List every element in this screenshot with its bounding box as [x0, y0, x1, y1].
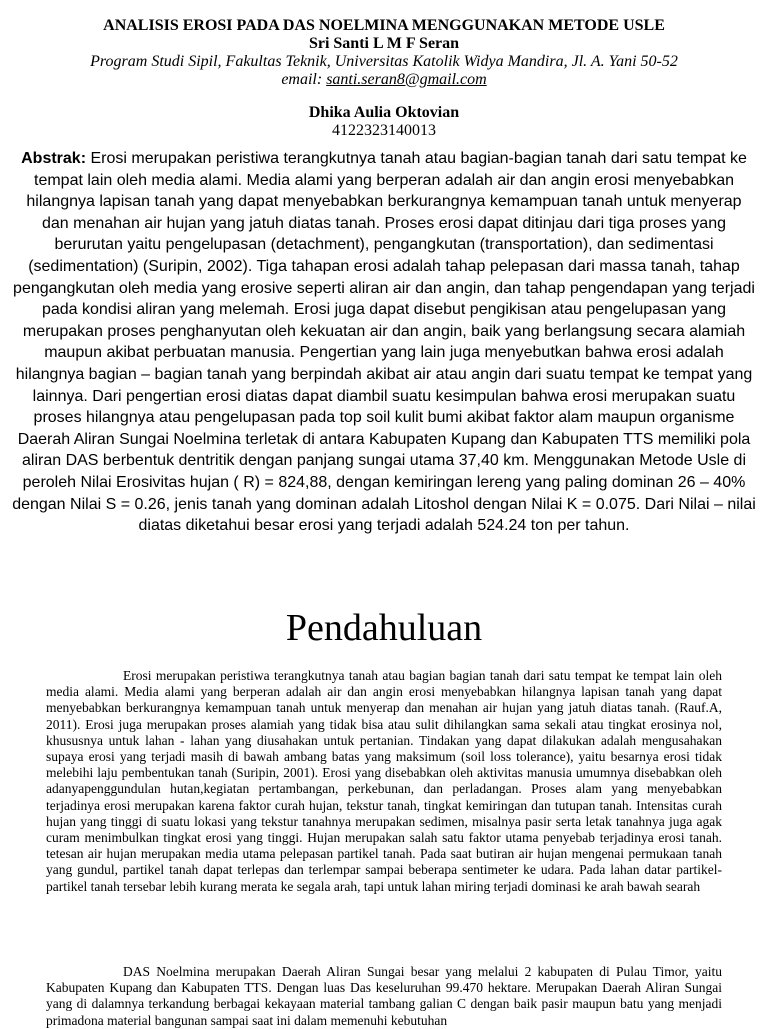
abstract-label: Abstrak:	[21, 150, 87, 167]
author-affiliation: Program Studi Sipil, Fakultas Teknik, Universitas Katolik Widya Mandira, Jl. A. Yani 50-52	[90, 53, 678, 70]
section-heading: Pendahuluan	[285, 607, 483, 649]
abstract-text: Erosi merupakan peristiwa terangkutnya tanah atau bagian-bagian tanah dari satu tempat ke tempat lain oleh media alami. Media alami yang berperan adalah air dan angin erosi menyebabkan hilangnya lapisan tanah yang dapat menyebabkan berkurangnya kemampuan tanah untuk menyerap dan menahan air hujan yang jatuh diatas tanah. Proses erosi dapat ditinjau dari tiga proses yang berurutan yaitu pengelupasan (detachment), pengangkutan (transportation), dan sedimentasi (sedimentation) (Suripin, 2002). Tiga tahapan erosi adalah tahap pelepasan dari massa tanah, tahap pengangkutan oleh media yang erosive seperti aliran air dan angin, dan tahap pengendapan yang terjadi pada kondisi aliran yang melemah. Erosi juga dapat disebut pengikisan atau pengelupasan yang merupakan proses penghanyutan oleh kekuatan air dan angin, baik yang berlangsung secara alamiah maupun akibat perbuatan manusia. Pengertian yang lain juga menyebutkan bahwa erosi adalah hilangnya bagian – bagian tanah yang berpindah akibat air atau angin dari suatu tempat ke tempat yang lainnya. Dari pengertian erosi diatas dapat diambil suatu kesimpulan bahwa erosi merupakan suatu proses hilangnya atau pengelupasan pada top soil kulit bumi akibat faktor alam maupun organisme Daerah Aliran Sungai Noelmina terletak di antara Kabupaten Kupang dan Kabupaten TTS memiliki pola aliran DAS berbentuk dentritik dengan panjang sungai utama 37,40 km. Menggunakan Metode Usle di peroleh Nilai Erosivitas hujan ( R) = 824,88, dengan kemiringan lereng yang paling dominan 26 – 40% dengan Nilai S = 0.26, jenis tanah yang dominan adalah Litoshol dengan Nilai K = 0.075. Dari Nilai – nilai diatas diketahui besar erosi yang terjadi adalah 524.24 ton per tahun.	[12, 150, 756, 535]
author-email-line	[0, 71, 768, 89]
student-info	[0, 104, 768, 140]
abstract	[12, 148, 756, 537]
email-label: email:	[281, 71, 327, 88]
body-paragraph-1: Erosi merupakan peristiwa terangkutnya tanah atau bagian bagian tanah dari satu tempat ke tempat lain oleh media alami. Media alami yang berperan adalah air dan angin erosi menyebabkan hilangnya lapisan tanah yang dapat menyebabkan berkurangnya kemampuan tanah untuk menyerap dan menahan air hujan yang jatuh diatas tanah. (Rauf.A, 2011). Erosi juga merupakan proses alamiah yang tidak bisa atau sulit dihilangkan sama sekali atau tingkat erosinya nol, khususnya untuk lahan - lahan yang diusahakan untuk pertanian. Tindakan yang dapat dilakukan adalah mengusahakan supaya erosi yang terjadi masih di bawah ambang batas yang maksimum (soil loss tolerance), yaitu besarnya erosi tidak melebihi laju pembentukan tanah (Suripin, 2001). Erosi yang disebabkan oleh aktivitas manusia umumnya disebabkan oleh adanyapenggundulan hutan,kegiatan pertambangan, perkebunan, dan perladangan. Proses alam yang menyebabkan terjadinya erosi merupakan karena faktor curah hujan, tekstur tanah, tingkat kemiringan dan tutupan tanah. Intensitas curah hujan yang tinggi di suatu lokasi yang tekstur tanahnya merupakan sedimen, misalnya pasir serta letak tanahnya juga agak curam menimbulkan tingkat erosi yang tinggi. Hujan merupakan salah satu faktor utama penyebab terjadinya erosi tanah. tetesan air hujan merupakan media utama pelepasan partikel tanah. Pada saat butiran air hujan mengenai permukaan tanah yang gundul, partikel tanah dapat terlepas dan terlempar sampai beberapa sentimeter ke udara. Pada lahan datar partikel- partikel tanah tersebar lebih kurang merata ke segala arah, tapi untuk lahan miring terjadi dominasi ke arah bawah searah	[46, 668, 722, 894]
student-name: Dhika Aulia Oktovian	[308, 104, 460, 121]
email-link[interactable]: santi.seran8@gmail.com	[326, 71, 487, 88]
paper-header	[0, 17, 768, 89]
paper-title: ANALISIS EROSI PADA DAS NOELMINA MENGGUNAKAN METODE USLE	[103, 17, 665, 34]
student-id: 4122323140013	[332, 122, 436, 139]
body-paragraph-2: DAS Noelmina merupakan Daerah Aliran Sungai besar yang melalui 2 kabupaten di Pulau Timor, yaitu Kabupaten Kupang dan Kabupaten TTS. Dengan luas Das keseluruhan 99.470 hektare. Merupakan Daerah Aliran Sungai yang di dalamnya terkandung berbagai kekayaan material tambang galian C dengan baik pasir maupun batu yang menjadi primadona material bangunan sampai saat ini dalam memenuhi kebutuhan	[46, 964, 722, 1028]
paper-authors: Sri Santi L M F Seran	[308, 35, 460, 52]
